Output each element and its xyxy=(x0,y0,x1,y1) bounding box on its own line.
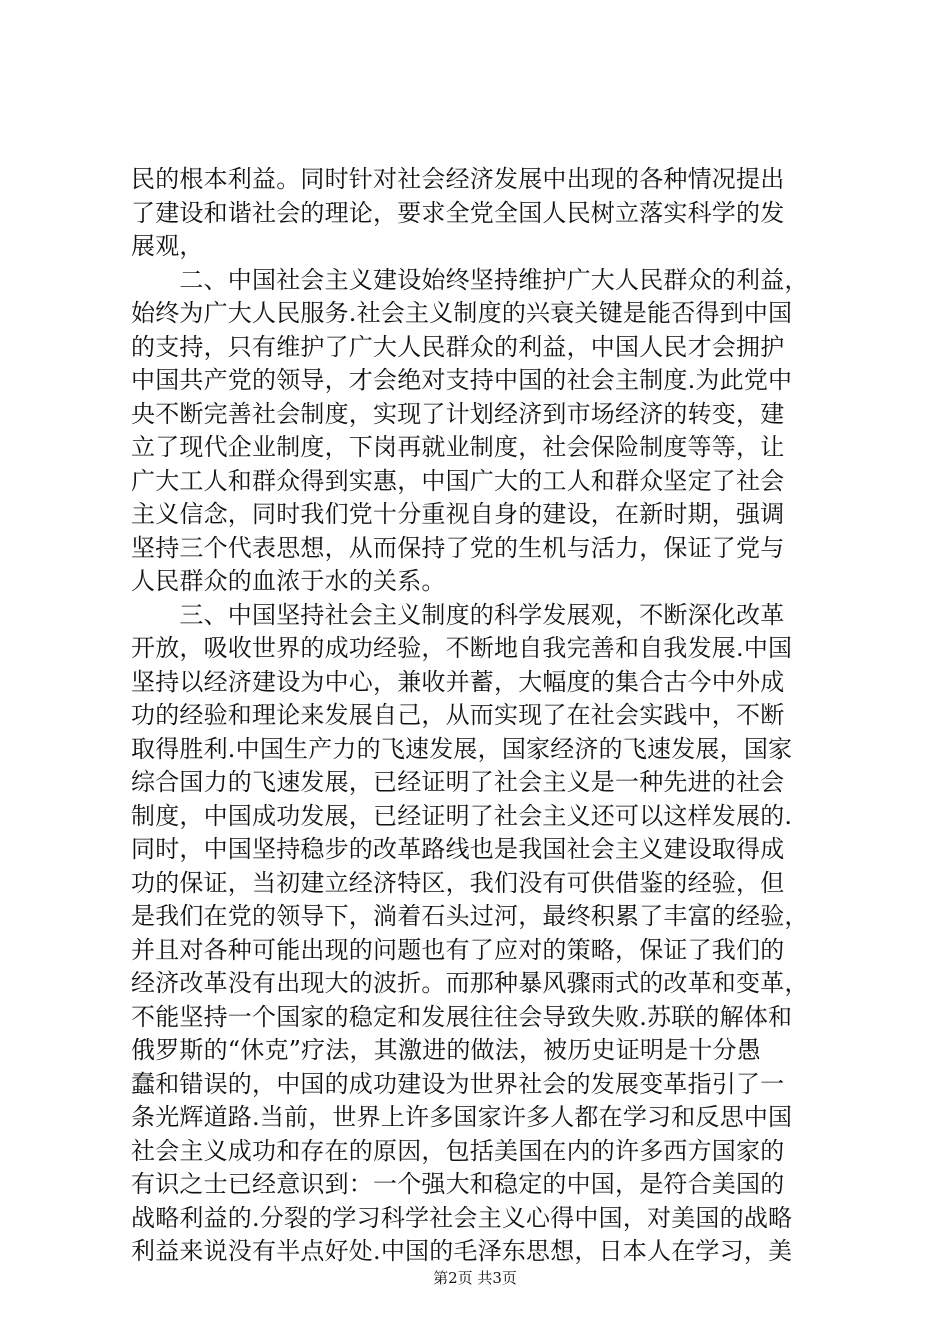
text-line: 展观， xyxy=(131,232,204,260)
text-line: 有识之士已经意识到：一个强大和稳定的中国，是符合美国的 xyxy=(131,1170,785,1198)
text-line: 功的保证，当初建立经济特区，我们没有可供借鉴的经验，但 xyxy=(131,868,785,897)
text-line: 开放，吸收世界的成功经验，不断地自我完善和自我发展.中国 xyxy=(131,634,793,662)
text-line: 条光辉道路.当前，世界上许多国家许多人都在学习和反思中国 xyxy=(131,1103,793,1131)
text-line: 坚持三个代表思想，从而保持了党的生机与活力，保证了党与 xyxy=(131,533,785,562)
text-line: 不能坚持一个国家的稳定和发展往往会导致失败.苏联的解体和 xyxy=(131,1002,793,1031)
text-line: 二、中国社会主义建设始终坚持维护广大人民群众的利益， xyxy=(131,265,809,294)
text-line: 是我们在党的领导下，淌着石头过河，最终积累了丰富的经验， xyxy=(131,902,809,930)
text-line: 民的根本利益。同时针对社会经济发展中出现的各种情况提出 xyxy=(131,165,785,193)
text-line: 取得胜利.中国生产力的飞速发展，国家经济的飞速发展，国家 xyxy=(131,734,793,763)
text-line: 中国共产党的领导，才会绝对支持中国的社会主制度.为此党中 xyxy=(131,366,793,394)
text-line: 主义信念，同时我们党十分重视自身的建设，在新时期，强调 xyxy=(131,500,785,528)
text-line: 并且对各种可能出现的问题也有了应对的策略，保证了我们的 xyxy=(131,935,785,964)
text-line: 经济改革没有出现大的波折。而那种暴风骤雨式的改革和变革， xyxy=(131,969,809,997)
page-footer: 第2页 共3页 xyxy=(433,1269,517,1287)
text-line: 立了现代企业制度，下岗再就业制度，社会保险制度等等，让 xyxy=(131,433,785,461)
text-line: 央不断完善社会制度，实现了计划经济到市场经济的转变，建 xyxy=(131,399,785,428)
text-line: 人民群众的血浓于水的关系。 xyxy=(131,567,446,595)
text-line: 坚持以经济建设为中心，兼收并蓄，大幅度的集合古今中外成 xyxy=(131,667,785,696)
text-line: 广大工人和群众得到实惠，中国广大的工人和群众坚定了社会 xyxy=(131,466,785,495)
text-line: 制度，中国成功发展，已经证明了社会主义还可以这样发展的. xyxy=(131,801,793,830)
text-line: 同时，中国坚持稳步的改革路线也是我国社会主义建设取得成 xyxy=(131,835,785,863)
text-line: 综合国力的飞速发展，已经证明了社会主义是一种先进的社会 xyxy=(131,768,785,796)
text-line: 社会主义成功和存在的原因，包括美国在内的许多西方国家的 xyxy=(131,1136,785,1165)
text-line: 蠢和错误的，中国的成功建设为世界社会的发展变革指引了一 xyxy=(131,1069,785,1098)
text-line: 始终为广大人民服务.社会主义制度的兴衰关键是能否得到中国 xyxy=(131,299,793,327)
text-line: 的支持，只有维护了广大人民群众的利益，中国人民才会拥护 xyxy=(131,332,785,361)
text-line: 利益来说没有半点好处.中国的毛泽东思想，日本人在学习，美 xyxy=(131,1237,793,1265)
text-line: 俄罗斯的“休克”疗法，其激进的做法，被历史证明是十分愚 xyxy=(131,1036,761,1064)
text-line: 了建设和谐社会的理论，要求全党全国人民树立落实科学的发 xyxy=(131,198,785,227)
text-line: 战略利益的.分裂的学习科学社会主义心得中国，对美国的战略 xyxy=(131,1203,793,1232)
body-text xyxy=(131,163,831,1269)
text-line: 功的经验和理论来发展自己，从而实现了在社会实践中，不断 xyxy=(131,701,785,729)
text-line: 三、中国坚持社会主义制度的科学发展观，不断深化改革 xyxy=(131,600,785,629)
